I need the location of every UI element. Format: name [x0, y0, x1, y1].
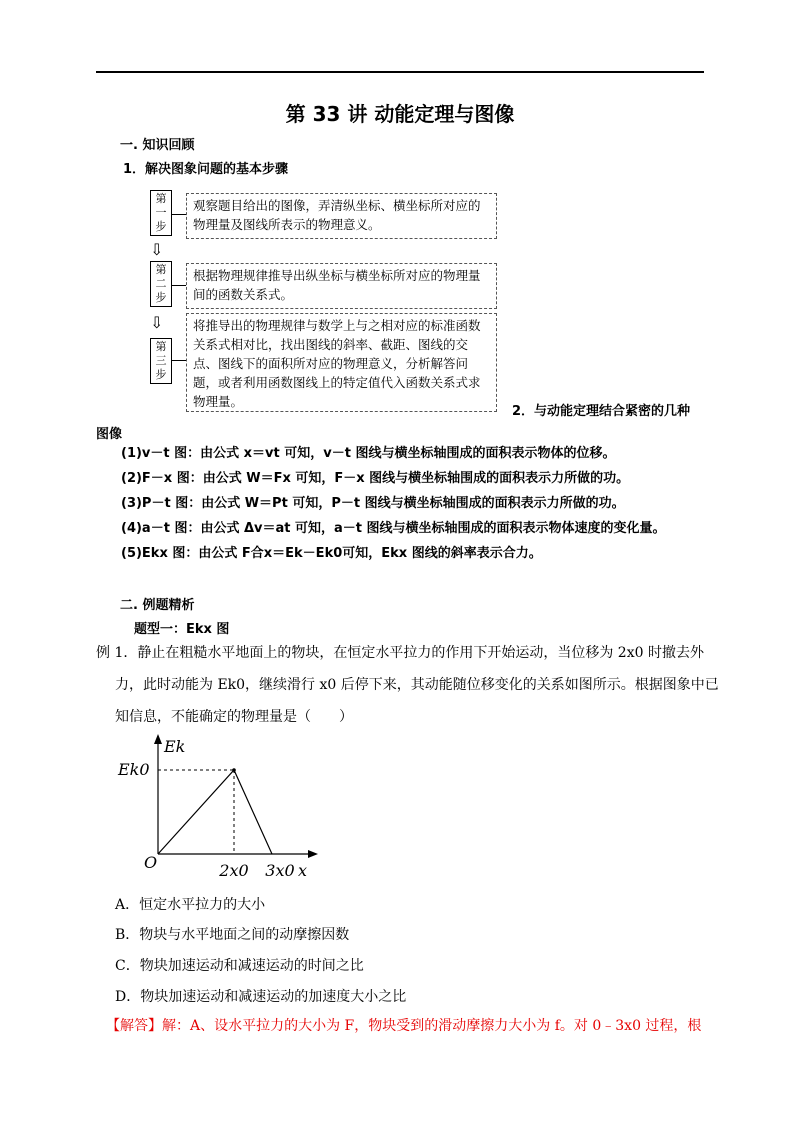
origin-label: O [144, 853, 158, 872]
step3-label-text: 第三步 [155, 340, 167, 381]
down-arrow-icon: ⇩ [150, 313, 164, 332]
section1-sub2-b: 图像 [96, 427, 123, 442]
y-axis-label: Ek [164, 737, 186, 756]
x-tick-2x0: 2x0 [219, 861, 249, 880]
connector-2 [172, 285, 186, 286]
item-2: (2)F－x 图：由公式 W＝Fx 可知，F－x 图线与横坐标轴围成的面积表示力所做的功。 [121, 471, 630, 486]
ek-series-line [158, 770, 272, 854]
page-title: 第 33 讲 动能定理与图像 [285, 102, 515, 126]
x-tick-3x0: 3x0 [265, 861, 295, 880]
x-axis-label: x [298, 861, 308, 880]
connector-1 [172, 214, 186, 215]
answer-text: 解：A、设水平拉力的大小为 F，物块受到的滑动摩擦力大小为 f。对 0﹣3x0 过程，根 [162, 1018, 702, 1034]
top-rule [96, 71, 704, 73]
step1-text: 观察题目给出的图像，弄清纵坐标、横坐标所对应的物理量及图线所表示的物理意义。 [186, 193, 497, 239]
item-1: (1)v－t 图：由公式 x＝vt 可知，v－t 图线与横坐标轴围成的面积表示物体的位移。 [121, 446, 616, 461]
answer-tag: 【解答】 [106, 1018, 162, 1034]
item-5: (5)Ekx 图：由公式 F合x＝Ek－Ek0可知，Ekx 图线的斜率表示合力。 [121, 546, 542, 561]
y-axis-arrow-icon [154, 734, 162, 744]
step1-label-text: 第一步 [155, 192, 167, 233]
step1-label [150, 190, 172, 236]
option-c: C．物块加速运动和减速运动的时间之比 [115, 958, 364, 974]
section1-sub2-a: 2．与动能定理结合紧密的几种 [512, 404, 691, 419]
example-line-3: 知信息，不能确定的物理量是（ ） [115, 709, 353, 725]
option-b: B．物块与水平地面之间的动摩擦因数 [115, 927, 350, 943]
example-line-1: 例 1．静止在粗糙水平地面上的物块，在恒定水平拉力的作用下开始运动，当位移为 2x0 时撤去外 [96, 645, 704, 661]
step3-text: 将推导出的物理规律与数学上与之相对应的标准函数关系式相对比，找出图线的斜率、截距、图线的交点、图线下的面积所对应的物理意义，分析解答问题，或者利用函数图线上的特定值代入函数关系式求物理量。 [186, 313, 497, 412]
step2-label-text: 第二步 [155, 263, 167, 304]
section1-heading: 一. 知识回顾 [120, 138, 195, 153]
step2-label [150, 261, 172, 307]
connector-3 [172, 360, 186, 361]
item-4: (4)a－t 图：由公式 Δv＝at 可知，a－t 图线与横坐标轴围成的面积表示物体速度的变化量。 [121, 521, 666, 536]
example-line-2: 力，此时动能为 Ek0，继续滑行 x0 后停下来，其动能随位移变化的关系如图所示。根据图象中已 [115, 677, 719, 693]
section2-heading: 二. 例题精析 [120, 598, 195, 613]
option-d: D．物块加速运动和减速运动的加速度大小之比 [115, 989, 407, 1005]
answer-line [106, 1016, 701, 1036]
type1-heading: 题型一：Ekx 图 [134, 622, 230, 637]
ek-x-chart [110, 732, 330, 882]
option-a: A．恒定水平拉力的大小 [115, 897, 266, 913]
step2-text: 根据物理规律推导出纵坐标与横坐标所对应的物理量间的函数关系式。 [186, 263, 497, 309]
down-arrow-icon: ⇩ [150, 240, 164, 259]
peak-point [232, 768, 236, 772]
y-tick-ek0: Ek0 [118, 760, 150, 779]
x-axis-arrow-icon [308, 850, 318, 858]
section1-sub1: 1．解决图象问题的基本步骤 [123, 162, 289, 177]
item-3: (3)P－t 图：由公式 W＝Pt 可知，P－t 图线与横坐标轴围成的面积表示力所做的功。 [121, 496, 625, 511]
step3-label [150, 338, 172, 384]
